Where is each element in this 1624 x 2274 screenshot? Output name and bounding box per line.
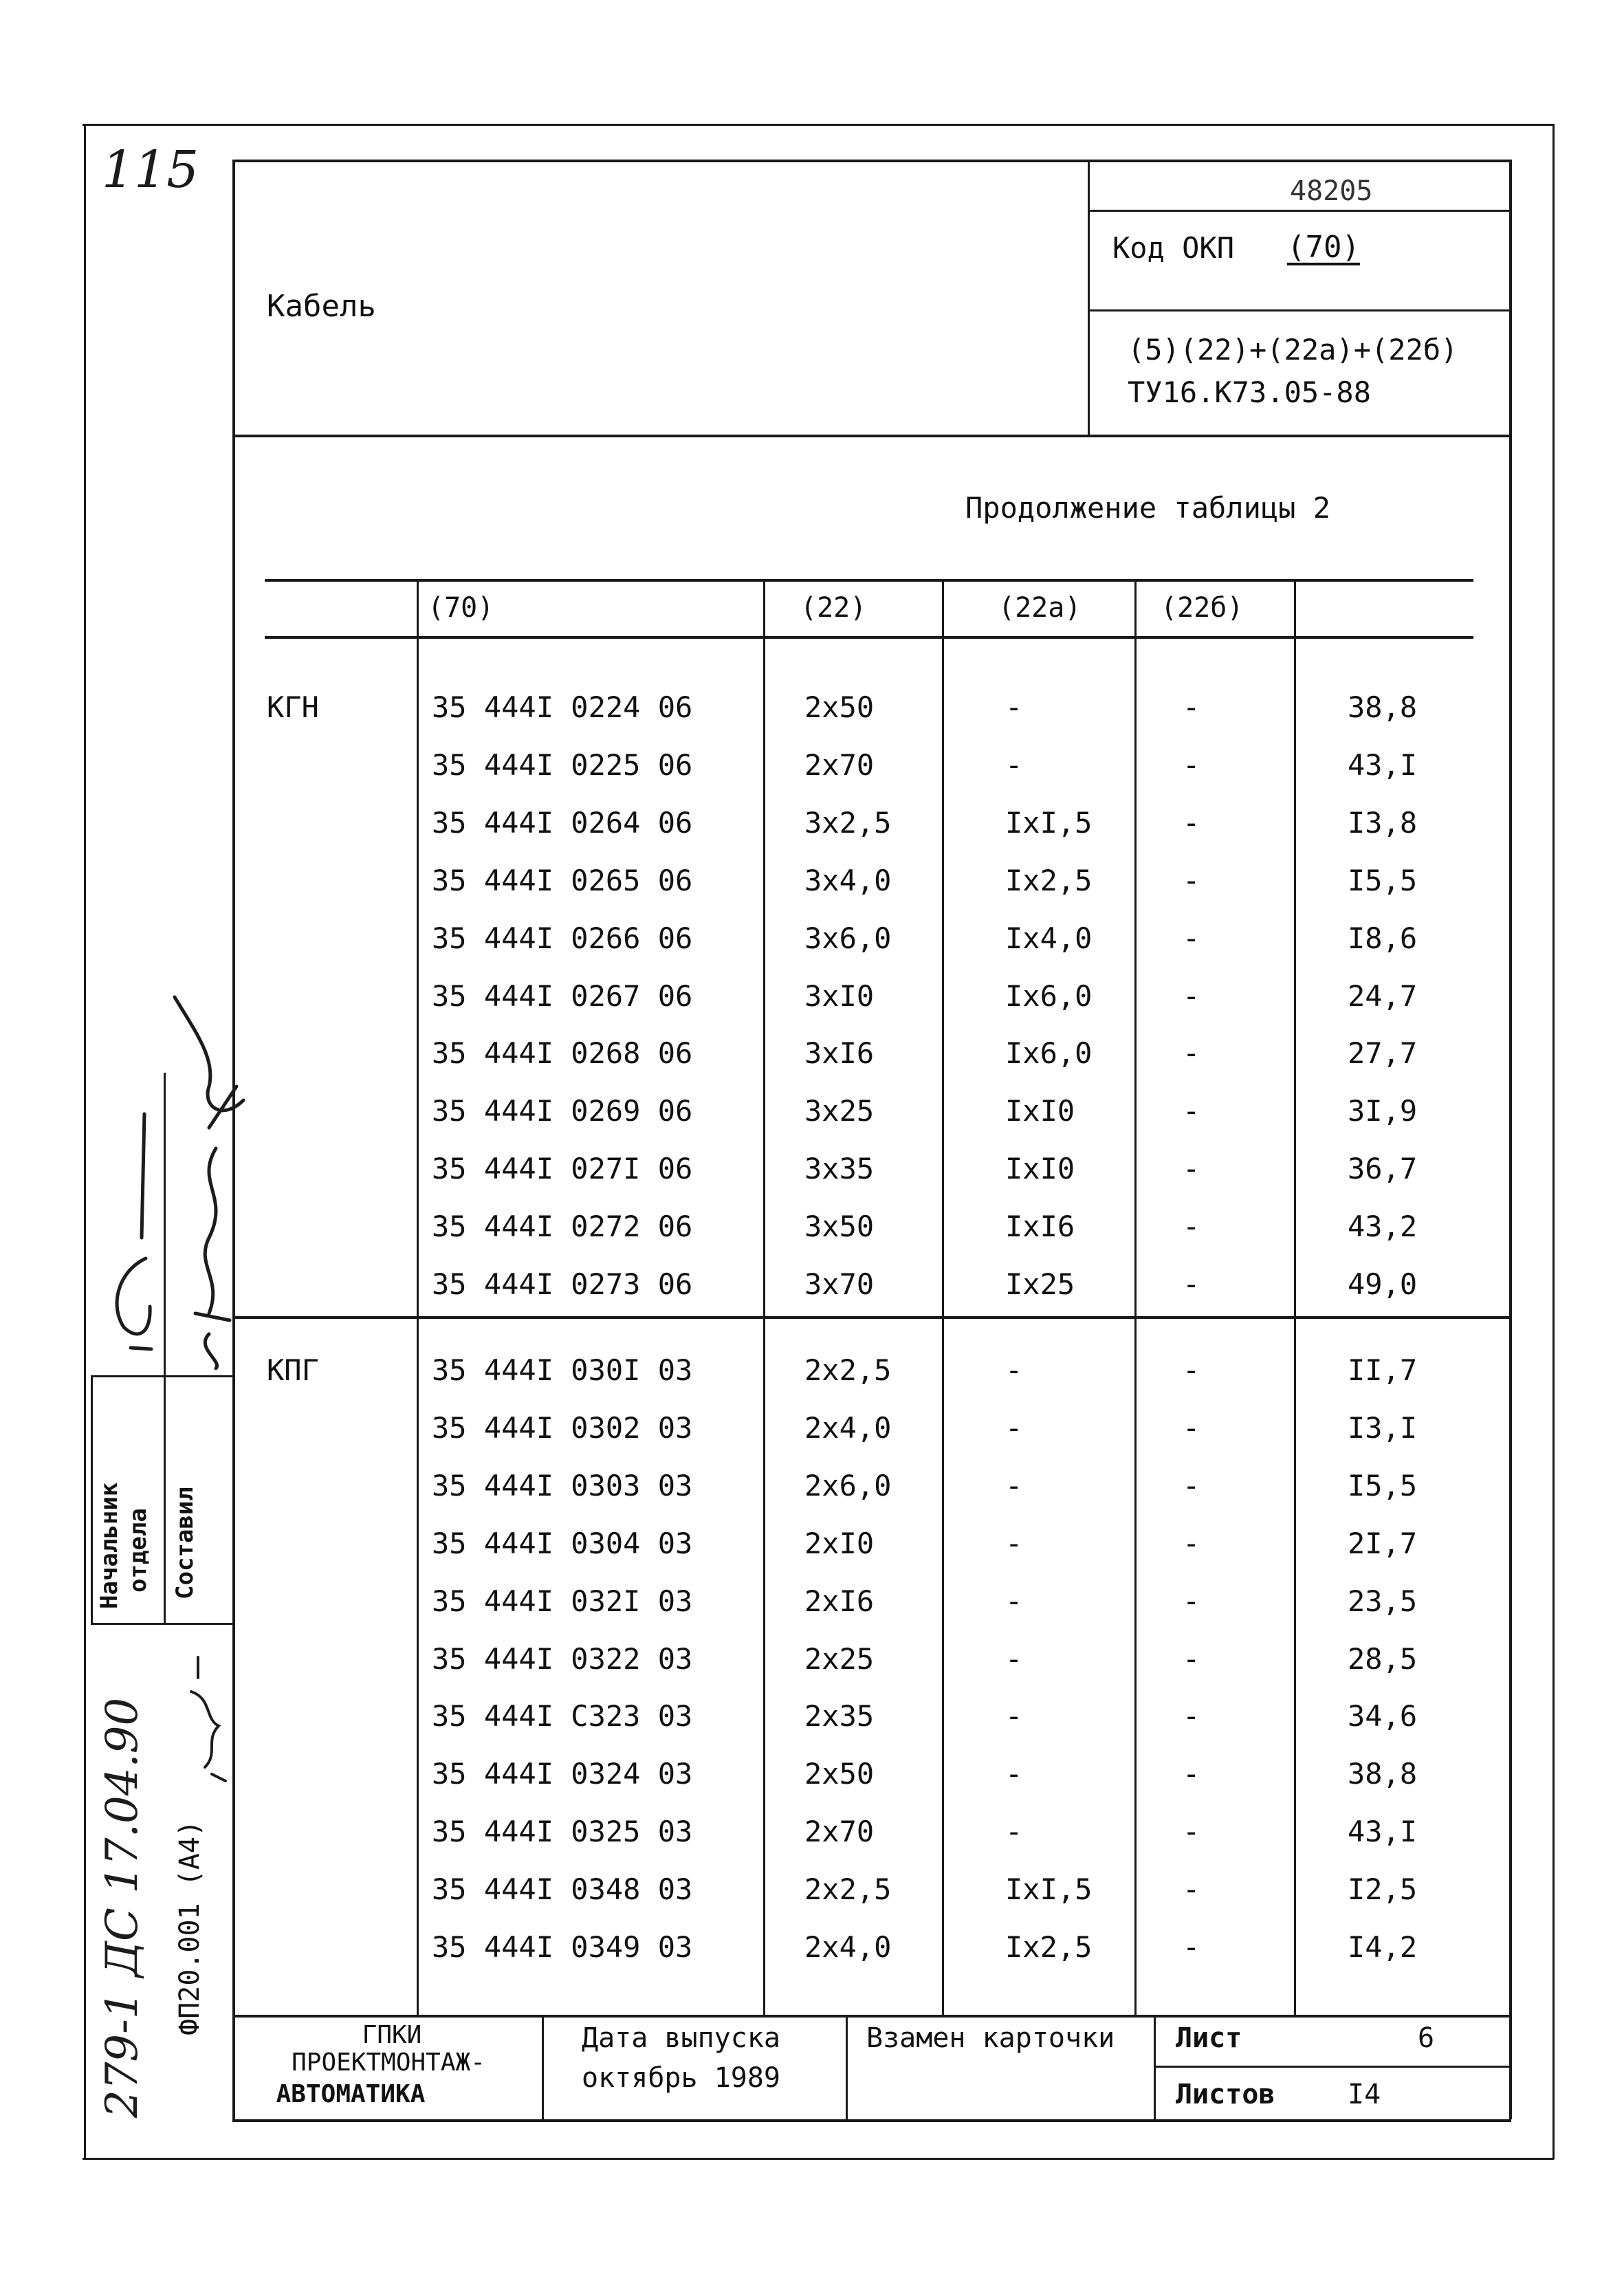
signature-chief [96,1100,162,1375]
frame-top-line [83,124,1554,126]
weight-cell: 38,8 [1348,690,1418,724]
side-box-mid-line [164,1073,166,1623]
product-code-cell: 35 444I 0224 06 [432,690,693,724]
section-22-cell: 2х35 [804,1699,875,1733]
table-header-bottom-line [265,636,1473,639]
section-22-cell: 2х50 [804,1757,875,1791]
header-line-2 [1088,309,1511,311]
spec-number: ТУ16.К73.05-88 [1128,375,1372,409]
release-date: октябрь 1989 [582,2062,780,2094]
section-22a-cell: Iх2,5 [1005,864,1093,897]
frame-right-line [1552,124,1555,2159]
section-22b-cell: - [1183,1036,1200,1070]
sheet-value: 6 [1418,2022,1435,2054]
product-code-cell: 35 444I 0272 06 [432,1210,693,1243]
section-22b-cell: - [1183,921,1200,955]
side-box-bottom-line [91,1623,234,1625]
section-22-cell: 2х25 [804,1642,875,1676]
weight-cell: 23,5 [1348,1584,1418,1618]
signature-compiler [168,990,250,1375]
weight-cell: 38,8 [1348,1757,1418,1791]
section-22a-cell: - [1005,1699,1023,1733]
product-code-cell: 35 444I 0303 03 [432,1469,693,1502]
product-code-cell: 35 444I 0264 06 [432,806,693,840]
section-22a-cell: IхI,5 [1005,806,1093,840]
doc-code: ФП20.001 (А4) [174,1819,206,2035]
form-right-line [1509,160,1512,2119]
section-22a-cell: IхI,5 [1005,1872,1093,1906]
section-22a-cell: IхI0 [1005,1152,1075,1185]
frame-left-line [84,124,86,2159]
section-22a-cell: - [1005,1469,1023,1502]
footer-sheet-line [1154,2066,1511,2068]
header-line-1 [1088,210,1511,212]
product-code-cell: 35 444I 0304 03 [432,1527,693,1560]
chief-label-2: отдела [124,1508,152,1593]
product-code-cell: 35 444I 0267 06 [432,979,693,1013]
weight-cell: I5,5 [1348,1469,1418,1502]
footer-bottom-line [232,2119,1511,2122]
section-22a-cell: Iх6,0 [1005,1036,1093,1070]
section-22b-cell: - [1183,1699,1200,1733]
sheet-label: Лист [1176,2022,1242,2054]
section-22-cell: 2х50 [804,690,875,724]
section-22-cell: 2х70 [804,748,875,782]
handwritten-registration: 279-1 ДС 17.04.90 [97,1697,148,2118]
section-22a-cell: - [1005,1815,1023,1848]
product-name: Кабель [267,289,376,324]
formula: (5)(22)+(22а)+(22б) [1128,333,1458,367]
okp-label: Код ОКП [1112,231,1235,265]
section-22-cell: 3х50 [804,1210,875,1243]
code-number: 48205 [1290,175,1373,207]
section-22-cell: 3хI6 [804,1036,875,1070]
section-22a-cell: Iх4,0 [1005,921,1093,955]
weight-cell: 3I,9 [1348,1094,1418,1128]
product-code-cell: 35 444I 0265 06 [432,864,693,897]
section-22b-cell: - [1183,1267,1200,1301]
product-code-cell: 35 444I 0266 06 [432,921,693,955]
form-top-line [232,160,1511,162]
product-code-cell: 35 444I 030I 03 [432,1353,693,1387]
section-22b-cell: - [1183,1815,1200,1848]
section-22-cell: 3х25 [804,1094,875,1128]
section-22a-cell: IхI0 [1005,1094,1075,1128]
footer-divider-3 [1154,2015,1156,2121]
group-label-kgn: КГН [267,690,319,724]
handwritten-page-number: 115 [102,140,199,199]
col-divider-5 [1294,579,1296,2018]
section-22-cell: 2х70 [804,1815,875,1848]
col-header-22: (22) [800,592,867,624]
section-22b-cell: - [1183,1584,1200,1618]
release-label: Дата выпуска [582,2022,780,2054]
weight-cell: 49,0 [1348,1267,1418,1301]
compiled-label: Составил [171,1487,199,1599]
col-divider-1 [417,579,419,2018]
weight-cell: I3,I [1348,1411,1418,1445]
section-22a-cell: - [1005,1411,1023,1445]
weight-cell: 27,7 [1348,1036,1418,1070]
product-code-cell: 35 444I 0269 06 [432,1094,693,1128]
product-code-cell: 35 444I 0324 03 [432,1757,693,1791]
section-22b-cell: - [1183,1411,1200,1445]
frame-bottom-line [83,2158,1554,2160]
header-vertical-divider [1088,160,1090,436]
section-22b-cell: - [1183,1872,1200,1906]
section-22a-cell: - [1005,1353,1023,1387]
section-22-cell: 2хI0 [804,1527,875,1560]
weight-cell: 24,7 [1348,979,1418,1013]
section-22a-cell: - [1005,690,1023,724]
section-22-cell: 2хI6 [804,1584,875,1618]
product-code-cell: 35 444I С323 03 [432,1699,693,1733]
product-code-cell: 35 444I 0273 06 [432,1267,693,1301]
okp-value: (70) [1287,230,1360,265]
section-22b-cell: - [1183,806,1200,840]
section-22b-cell: - [1183,1930,1200,1964]
weight-cell: 2I,7 [1348,1527,1418,1560]
product-code-cell: 35 444I 0325 03 [432,1815,693,1848]
section-22b-cell: - [1183,748,1200,782]
section-22a-cell: Iх2,5 [1005,1930,1093,1964]
sheets-label: Листов [1176,2079,1275,2110]
section-22-cell: 3х6,0 [804,921,892,955]
section-22a-cell: IхI6 [1005,1210,1075,1243]
section-22b-cell: - [1183,1642,1200,1676]
replaces-label: Взамен карточки [866,2022,1115,2054]
col-divider-3 [942,579,944,2018]
weight-cell: 43,I [1348,748,1418,782]
org-line-3: АВТОМАТИКА [276,2080,426,2108]
section-22-cell: 2х4,0 [804,1930,892,1964]
product-code-cell: 35 444I 032I 03 [432,1584,693,1618]
org-line-1: ГПКИ [362,2021,422,2049]
product-code-cell: 35 444I 0348 03 [432,1872,693,1906]
col-header-70: (70) [428,592,494,624]
weight-cell: 34,6 [1348,1699,1418,1733]
section-22b-cell: - [1183,1094,1200,1128]
weight-cell: I4,2 [1348,1930,1418,1964]
section-22b-cell: - [1183,1469,1200,1502]
col-header-22a: (22а) [998,592,1082,624]
section-22a-cell: Iх6,0 [1005,979,1093,1013]
section-22a-cell: - [1005,1757,1023,1791]
section-22b-cell: - [1183,1210,1200,1243]
section-22-cell: 2х6,0 [804,1469,892,1502]
section-22-cell: 3хI0 [804,979,875,1013]
weight-cell: II,7 [1348,1353,1418,1387]
section-22b-cell: - [1183,690,1200,724]
section-22b-cell: - [1183,1353,1200,1387]
section-22a-cell: Iх25 [1005,1267,1075,1301]
section-22b-cell: - [1183,864,1200,897]
section-22b-cell: - [1183,1152,1200,1185]
side-box-top-line [91,1375,234,1377]
product-code-cell: 35 444I 0268 06 [432,1036,693,1070]
org-line-2: ПРОЕКТМОНТАЖ- [292,2048,485,2077]
footer-top-line [232,2015,1511,2018]
weight-cell: I2,5 [1348,1872,1418,1906]
signature-date-mark [184,1650,232,1788]
product-code-cell: 35 444I 027I 06 [432,1152,693,1185]
col-header-22b: (22б) [1161,592,1244,624]
weight-cell: I3,8 [1348,806,1418,840]
section-22-cell: 3х2,5 [804,806,892,840]
weight-cell: I8,6 [1348,921,1418,955]
section-22-cell: 2х2,5 [804,1353,892,1387]
section-22-cell: 3х70 [804,1267,875,1301]
weight-cell: 28,5 [1348,1642,1418,1676]
group-label-kpg: КПГ [267,1353,319,1387]
side-box-left-line [91,1375,93,1623]
section-22-cell: 3х4,0 [804,864,892,897]
section-22-cell: 2х4,0 [804,1411,892,1445]
section-22b-cell: - [1183,1757,1200,1791]
section-22a-cell: - [1005,1584,1023,1618]
section-22a-cell: - [1005,748,1023,782]
product-code-cell: 35 444I 0225 06 [432,748,693,782]
product-code-cell: 35 444I 0302 03 [432,1411,693,1445]
section-22b-cell: - [1183,1527,1200,1560]
product-code-cell: 35 444I 0349 03 [432,1930,693,1964]
footer-divider-2 [846,2015,848,2121]
table-caption: Продолжение таблицы 2 [965,491,1331,525]
sheets-value: I4 [1348,2079,1381,2110]
product-code-cell: 35 444I 0322 03 [432,1642,693,1676]
footer-divider-1 [542,2015,544,2121]
section-22b-cell: - [1183,979,1200,1013]
chief-label-1: Начальник [96,1482,123,1609]
weight-cell: 43,I [1348,1815,1418,1848]
weight-cell: I5,5 [1348,864,1418,897]
section-22-cell: 2х2,5 [804,1872,892,1906]
weight-cell: 43,2 [1348,1210,1418,1243]
weight-cell: 36,7 [1348,1152,1418,1185]
col-divider-2 [763,579,765,2018]
table-top-line [265,579,1473,582]
section-22a-cell: - [1005,1642,1023,1676]
section-22-cell: 3х35 [804,1152,875,1185]
col-divider-4 [1134,579,1137,2018]
section-22a-cell: - [1005,1527,1023,1560]
group-separator-line [234,1316,1511,1319]
header-bottom-line [232,435,1511,437]
